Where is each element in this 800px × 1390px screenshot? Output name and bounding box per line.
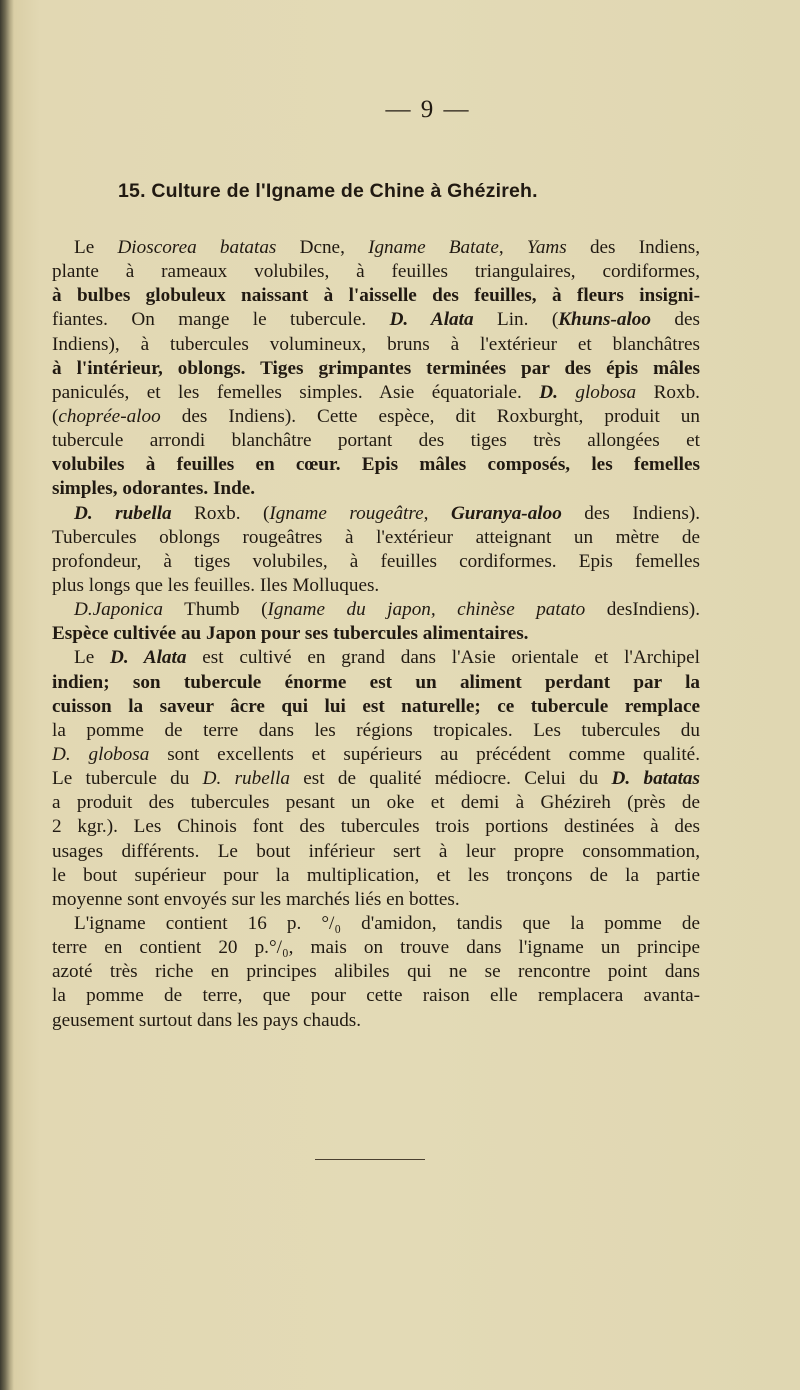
text-segment: paniculés, et les femelles simples. Asie équatoriale. — [52, 381, 540, 403]
text-segment: usages différents. Le bout inférieur sert à leur propre consommation, — [52, 840, 700, 862]
text-segment: Roxb. — [636, 381, 700, 403]
text-segment: Igname du japon, chinèse patato — [267, 599, 586, 621]
text-segment: choprée-aloo — [58, 405, 161, 427]
text-segment: Thumb ( — [163, 599, 268, 621]
text-line — [52, 574, 700, 598]
text-line — [52, 840, 700, 864]
text-line — [52, 960, 700, 984]
text-segment: plus longs que les feuilles. Iles Molluques. — [52, 574, 380, 596]
text-segment: D. rubella — [202, 768, 291, 790]
text-line — [52, 743, 700, 767]
text-segment: profondeur, à tiges volubiles, à feuilles cordiformes. Epis femelles — [52, 550, 700, 572]
text-segment: sont excellents et supérieurs au précédent comme qualité. — [149, 743, 700, 765]
section-title: 15. Culture de l'Igname de Chine à Ghézireh. — [118, 180, 538, 202]
text-segment: ( — [52, 405, 59, 427]
text-segment: volubiles à feuilles en cœur. Epis mâles composés, les femelles — [52, 454, 700, 476]
text-line — [52, 984, 700, 1008]
text-segment: , — [423, 502, 451, 524]
text-line — [52, 864, 700, 888]
text-line — [52, 622, 700, 646]
text-line — [52, 912, 700, 936]
text-segment: Le — [74, 647, 111, 669]
text-segment: Indiens), à tubercules volumineux, bruns à l'extérieur et blanchâtres — [52, 333, 700, 355]
text-segment: à l'intérieur, oblongs. Tiges grimpantes terminées par des épis mâles — [52, 357, 700, 379]
text-segment: Igname rougeâtre — [269, 502, 424, 524]
text-line — [52, 308, 700, 332]
text-line — [52, 598, 700, 622]
text-segment: plante à rameaux volubiles, à feuilles triangulaires, cordiformes, — [52, 261, 700, 283]
text-line — [52, 646, 700, 670]
text-line — [52, 236, 700, 260]
text-line — [52, 1009, 700, 1033]
text-segment: Dioscorea batatas — [117, 237, 277, 258]
text-segment: moyenne sont envoyés sur les marchés liés en bottes. — [52, 888, 460, 910]
text-segment: D. Alata — [389, 309, 474, 331]
text-segment: fiantes. On mange le tubercule. — [52, 309, 390, 331]
text-segment — [558, 382, 575, 403]
text-line — [52, 695, 700, 719]
text-segment: des Indiens, — [566, 237, 701, 258]
text-segment: azoté très riche en principes alibiles qui ne se rencontre point dans — [52, 961, 700, 983]
text-line — [52, 671, 700, 695]
text-segment: simples, odorantes. Inde. — [52, 478, 256, 500]
text-segment: la pomme de terre dans les régions tropicales. Les tubercules du — [52, 719, 700, 741]
text-segment: à bulbes globuleux naissant à l'aisselle des feuilles, à fleurs insigni- — [52, 285, 700, 307]
text-line — [52, 333, 700, 357]
text-segment: L'igname contient 16 p. °/₀ d'amidon, tandis que la pomme de — [74, 912, 700, 934]
text-segment: Guranya-aloo — [450, 502, 562, 524]
text-segment: Espèce cultivée au Japon pour ses tubercules alimentaires. — [52, 623, 529, 645]
text-line — [52, 381, 700, 405]
text-line — [52, 453, 700, 477]
text-segment: , — [498, 237, 527, 258]
text-segment: a produit des tubercules pesant un oke et demi à Ghézireh (près de — [52, 792, 700, 814]
text-segment: tubercule arrondi blanchâtre portant des tiges très allongées et — [52, 430, 700, 452]
text-line — [52, 767, 700, 791]
text-line — [52, 888, 700, 912]
text-segment: desIndiens). — [585, 599, 700, 621]
end-rule — [315, 1159, 425, 1160]
text-segment: 2 kgr.). Les Chinois font des tubercules trois portions destinées à des — [52, 816, 700, 838]
text-line — [52, 550, 700, 574]
text-segment: globosa — [575, 381, 637, 403]
text-segment: Khuns-aloo — [558, 309, 651, 331]
text-segment: Dcne, — [276, 237, 369, 258]
text-line — [52, 719, 700, 743]
text-segment: Le tubercule du — [52, 768, 203, 790]
text-segment: Le — [74, 237, 118, 258]
text-segment: Yams — [526, 237, 567, 258]
text-segment: Igname Batate — [368, 237, 499, 258]
text-segment: cuisson la saveur âcre qui lui est naturelle; ce tubercule remplace — [52, 695, 700, 717]
text-segment: des — [651, 309, 700, 331]
text-segment: est de qualité médiocre. Celui du — [290, 768, 612, 790]
text-line — [52, 477, 700, 501]
text-segment: D. globosa — [52, 743, 150, 765]
text-segment: est cultivé en grand dans l'Asie orientale et l'Archipel — [186, 647, 700, 669]
text-line — [52, 526, 700, 550]
text-line — [52, 260, 700, 284]
text-line — [52, 405, 700, 429]
text-segment: des Indiens). — [561, 502, 701, 524]
text-segment: le bout supérieur pour la multiplication, et les tronçons de la partie — [52, 864, 700, 886]
text-segment: Roxb. ( — [171, 502, 270, 524]
text-segment: D. Alata — [110, 647, 187, 669]
text-segment: Tubercules oblongs rougeâtres à l'extérieur atteignant un mètre de — [52, 526, 700, 548]
text-segment: terre en contient 20 p.°/₀, mais on trouve dans l'igname un principe — [52, 937, 700, 959]
page-number: — 9 — — [385, 96, 471, 123]
text-segment: Lin. ( — [473, 309, 559, 331]
text-segment: D. — [539, 381, 558, 403]
text-line — [52, 791, 700, 815]
text-segment: D. rubella — [74, 502, 172, 524]
text-segment: la pomme de terre, que pour cette raison elle remplacera avanta- — [52, 985, 700, 1007]
text-line — [52, 502, 700, 526]
binding-edge — [0, 0, 14, 1390]
text-segment: indien; son tubercule énorme est un aliment perdant par la — [52, 671, 700, 693]
text-segment: des Indiens). Cette espèce, dit Roxburght, produit un — [160, 405, 700, 427]
text-line — [52, 815, 700, 839]
text-line — [52, 357, 700, 381]
text-segment: D.Japonica — [74, 599, 163, 621]
text-segment: D. batatas — [611, 768, 700, 790]
text-line — [52, 284, 700, 308]
text-line — [52, 429, 700, 453]
text-segment: geusement surtout dans les pays chauds. — [52, 1009, 362, 1031]
text-line — [52, 936, 700, 960]
body-text — [52, 236, 700, 1033]
